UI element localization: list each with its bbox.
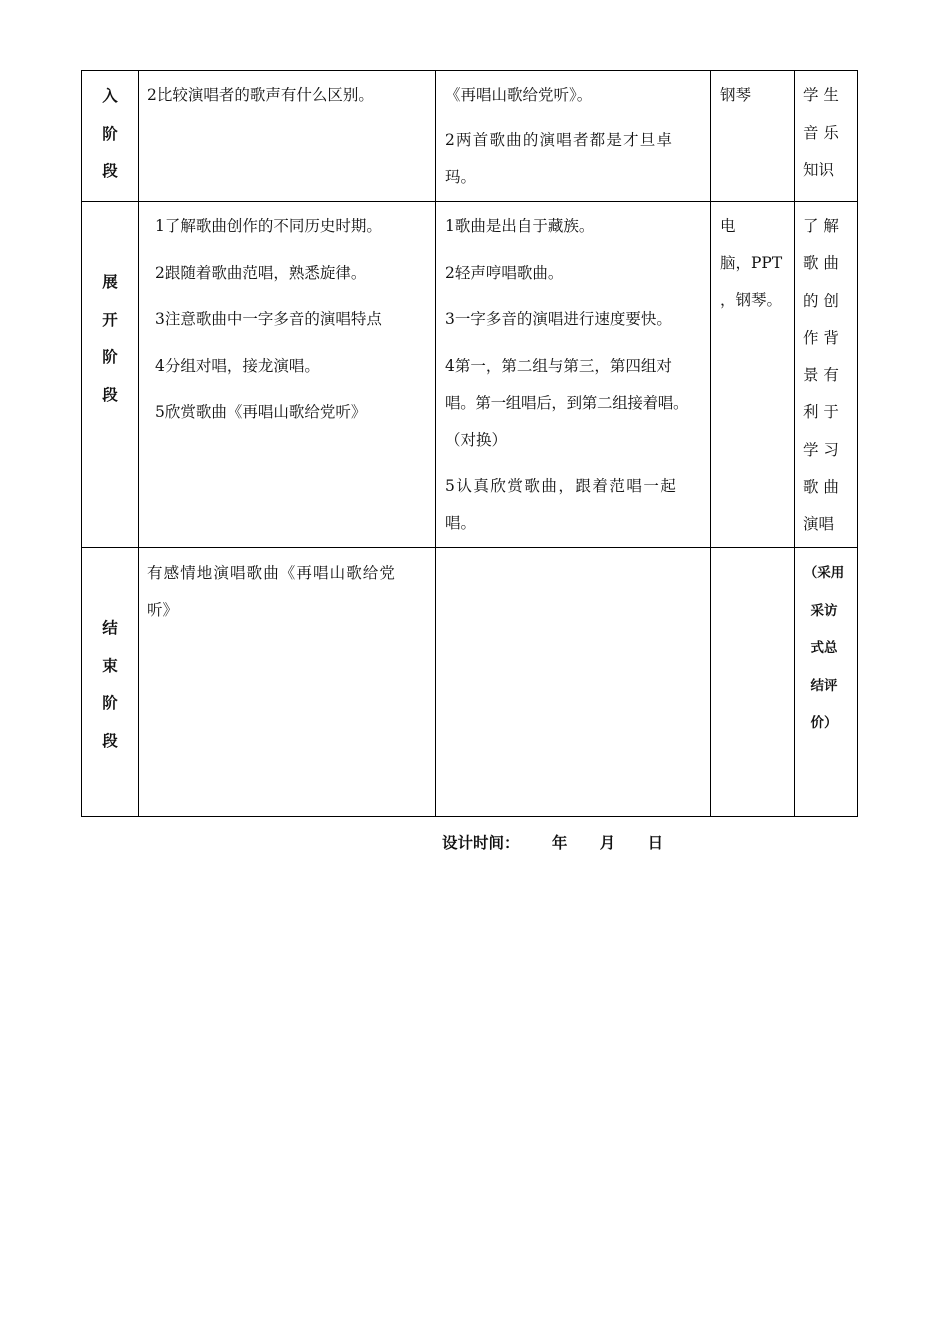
activity-cell (147, 555, 429, 639)
student-item: 唱。第一组唱后，到第二组接着唱。 (445, 393, 689, 412)
activity-item: 听》 (147, 601, 179, 619)
design-date-line: 设计时间： 年 月 日 (442, 834, 664, 852)
stage-char: 段 (102, 161, 118, 180)
column-divider (138, 71, 139, 816)
purpose-item: 采访 (810, 602, 838, 619)
column-divider (710, 71, 711, 816)
purpose-item: 歌 曲 (803, 478, 839, 497)
stage-char: 段 (102, 730, 118, 750)
stage-char: 阶 (102, 347, 118, 366)
student-cell (445, 77, 700, 206)
stage-char: 展 (102, 272, 118, 291)
student-item: 2轻声哼唱歌曲。 (445, 263, 564, 282)
stage-char: 段 (102, 384, 118, 404)
student-item: 1歌曲是出自于藏族。 (445, 217, 595, 235)
purpose-item: 式总 (810, 640, 838, 656)
purpose-item: 结评 (810, 677, 838, 694)
purpose-item: （采用 (803, 565, 845, 581)
student-item: 5认真欣赏歌曲，跟着范唱一起 (445, 477, 678, 495)
stage-char: 结 (102, 618, 118, 637)
stage-cell-development (82, 263, 138, 413)
purpose-item: 学 习 (803, 440, 839, 459)
stage-cell-intro (82, 77, 138, 190)
activity-item: 4分组对唱，接龙演唱。 (155, 356, 320, 375)
student-item: 4第一，第二组与第三，第四组对 (445, 356, 672, 375)
activity-item: 1了解歌曲创作的不同历史时期。 (155, 217, 382, 235)
purpose-item: 价） (810, 715, 838, 731)
purpose-item: 知识 (803, 161, 835, 179)
purpose-item: 学 生 (803, 86, 839, 104)
student-item: 唱。 (445, 514, 477, 532)
purpose-item: 的 创 (803, 291, 839, 310)
purpose-item: 演唱 (803, 515, 835, 534)
lesson-plan-table (81, 70, 858, 817)
purpose-cell (795, 555, 853, 743)
media-item: 钢琴 (720, 86, 752, 104)
purpose-cell (803, 77, 839, 190)
purpose-item: 作 背 (803, 328, 839, 347)
student-item: （对换） (445, 430, 508, 449)
media-item: 电 (720, 217, 736, 235)
activity-item: 3注意歌曲中一字多音的演唱特点 (155, 310, 382, 328)
media-cell (720, 208, 782, 319)
student-item: 2两首歌曲的演唱者都是才旦卓 (445, 131, 674, 149)
media-item: ，钢琴。 (720, 291, 783, 309)
stage-char: 束 (102, 655, 118, 675)
stage-cell-ending (82, 609, 138, 759)
activity-cell (155, 208, 382, 441)
student-item: 玛。 (445, 168, 477, 186)
activity-item: 有感情地演唱歌曲《再唱山歌给党 (147, 564, 397, 582)
student-cell (445, 208, 705, 552)
student-item: 《再唱山歌给党听》。 (445, 86, 593, 104)
activity-cell (147, 77, 374, 124)
purpose-item: 利 于 (803, 403, 839, 422)
stage-char: 阶 (102, 123, 118, 143)
stage-char: 开 (102, 309, 118, 329)
stage-char: 入 (102, 86, 118, 105)
purpose-item: 音 乐 (803, 123, 839, 142)
media-cell (720, 77, 751, 124)
activity-item: 2比较演唱者的歌声有什么区别。 (147, 86, 374, 104)
column-divider (435, 71, 436, 816)
student-item: 3一字多音的演唱进行速度要快。 (445, 310, 672, 328)
activity-item: 2跟随着歌曲范唱，熟悉旋律。 (155, 263, 367, 282)
purpose-item: 了 解 (803, 217, 839, 235)
purpose-item: 景 有 (803, 366, 839, 385)
purpose-cell (803, 208, 839, 544)
activity-item: 5欣赏歌曲《再唱山歌给党听》 (155, 403, 367, 421)
stage-char: 阶 (102, 693, 118, 712)
purpose-item: 歌 曲 (803, 254, 839, 273)
media-item: 脑，PPT (720, 254, 783, 272)
